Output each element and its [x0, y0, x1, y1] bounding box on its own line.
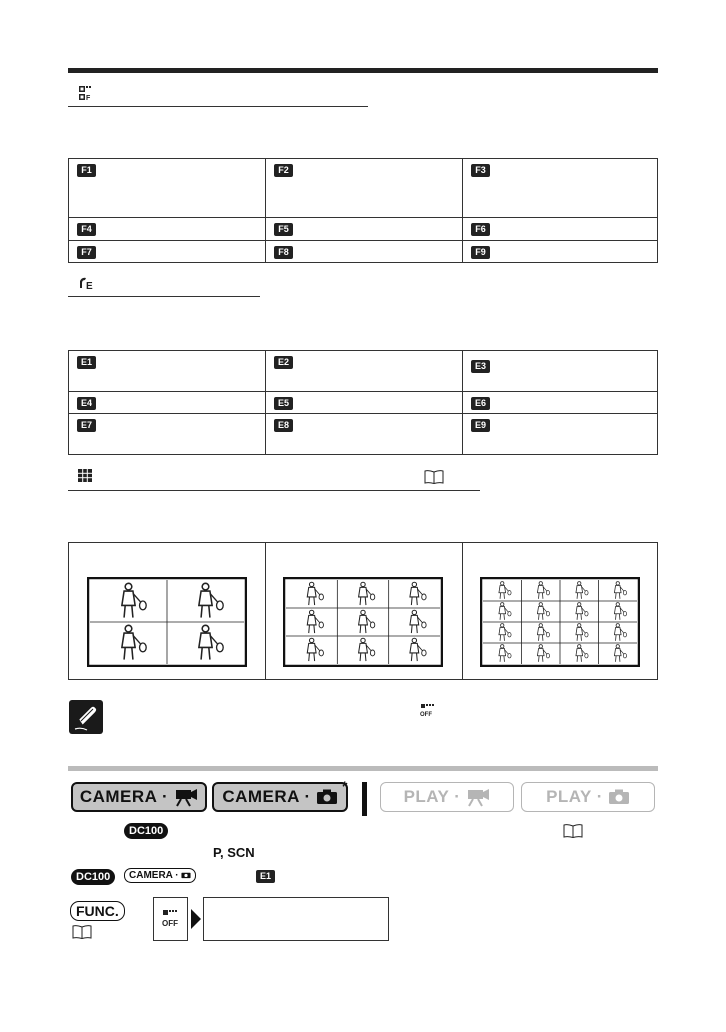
- effect-cell[interactable]: [69, 351, 266, 392]
- filter-badge: F9: [471, 246, 490, 259]
- filter-badge: F8: [274, 246, 293, 259]
- mode-label: PLAY ·: [546, 787, 603, 806]
- multi-image-3x3: [265, 543, 463, 679]
- camera-still-pill: CAMERA ·: [124, 868, 196, 883]
- effect-badge: E1: [77, 356, 96, 369]
- effect-cell[interactable]: [69, 414, 266, 455]
- effect-badge: E2: [274, 356, 293, 369]
- effect-badge: E6: [471, 397, 490, 410]
- svg-text:F: F: [86, 95, 91, 101]
- mode-play-still-button[interactable]: [521, 782, 655, 812]
- mode-camera-movie-button[interactable]: [71, 782, 207, 812]
- split-screen-3x3-illustration: [283, 577, 443, 667]
- filter-badge: F4: [77, 223, 96, 236]
- dc100-model-pill: DC100: [71, 869, 115, 885]
- effect-cell[interactable]: [463, 414, 658, 455]
- effect-cell[interactable]: [463, 392, 658, 414]
- split-screen-4x4-illustration: [480, 577, 640, 667]
- mode-label: PLAY ·: [403, 787, 461, 806]
- split-screen-2x2-illustration: [87, 577, 247, 667]
- filter-badge: F2: [274, 164, 293, 177]
- multi-image-illustrations: [68, 542, 658, 680]
- asterisk-note: *: [342, 778, 348, 794]
- filter-cell[interactable]: [266, 218, 463, 241]
- multi-image-2x2: [69, 543, 266, 679]
- effect-cell[interactable]: [266, 414, 463, 455]
- mode-label: CAMERA ·: [79, 787, 169, 806]
- digital-effect-off-small-icon: [420, 703, 436, 717]
- filter-cell[interactable]: [463, 241, 658, 263]
- filter-cell[interactable]: [463, 218, 658, 241]
- svg-text:E: E: [86, 281, 93, 291]
- effect-cell[interactable]: [69, 392, 266, 414]
- filter-cell[interactable]: [266, 241, 463, 263]
- still-camera-icon: [181, 871, 191, 879]
- svg-text:OFF: OFF: [420, 712, 432, 717]
- dc100-model-pill: DC100: [124, 823, 168, 839]
- digital-effect-off-icon: [78, 85, 94, 101]
- movie-camera-icon: [464, 787, 490, 807]
- func-button[interactable]: FUNC.: [70, 901, 125, 921]
- menu-icon-box[interactable]: [153, 897, 188, 941]
- effect-badge: E3: [471, 360, 490, 373]
- effect-table: [68, 350, 658, 455]
- filter-badge: F6: [471, 223, 490, 236]
- multi-image-grid-icon: [78, 469, 92, 482]
- effect-badge: E5: [274, 397, 293, 410]
- mode-camera-still-button[interactable]: [212, 778, 348, 812]
- effect-badge: E9: [471, 419, 490, 432]
- effect-badge: E8: [274, 419, 293, 432]
- filter-cell[interactable]: [266, 159, 463, 218]
- effect-cell[interactable]: [463, 351, 658, 392]
- filter-badge: F1: [77, 164, 96, 177]
- program-mode-label: P, SCN: [213, 845, 255, 860]
- mode-separator: [362, 782, 367, 816]
- filter-cell[interactable]: [463, 159, 658, 218]
- mode-label: CAMERA ·: [222, 787, 311, 806]
- effect-cell[interactable]: [266, 351, 463, 392]
- note-pencil-icon: [69, 700, 103, 734]
- multi-image-4x4: [462, 543, 658, 679]
- filter-section-header: [68, 78, 368, 107]
- filter-cell[interactable]: [69, 241, 266, 263]
- effect-icon: [78, 275, 96, 291]
- svg-text:OFF: OFF: [162, 919, 178, 928]
- e1-badge: E1: [256, 870, 275, 883]
- digital-effect-off-icon: [154, 898, 187, 940]
- page-reference-icon: [563, 824, 583, 838]
- effect-badge: E4: [77, 397, 96, 410]
- section-divider: [68, 766, 658, 771]
- effect-section-header: [68, 268, 260, 297]
- effect-badge: E7: [77, 419, 96, 432]
- page-reference-icon: [72, 925, 92, 939]
- multi-image-section-header: [68, 462, 480, 491]
- effect-cell[interactable]: [266, 392, 463, 414]
- filter-table: [68, 158, 658, 263]
- mode-play-movie-button[interactable]: [380, 782, 514, 812]
- menu-arrow-icon: [190, 908, 202, 930]
- filter-cell[interactable]: [69, 159, 266, 218]
- menu-setting-box[interactable]: [203, 897, 389, 941]
- filter-badge: F3: [471, 164, 490, 177]
- top-rule: [68, 68, 658, 73]
- still-camera-icon: [608, 789, 630, 805]
- filter-badge: F5: [274, 223, 293, 236]
- filter-cell[interactable]: [69, 218, 266, 241]
- page-reference-icon: [424, 470, 444, 484]
- movie-camera-icon: [172, 787, 198, 807]
- filter-badge: F7: [77, 246, 96, 259]
- still-camera-icon: [316, 789, 338, 805]
